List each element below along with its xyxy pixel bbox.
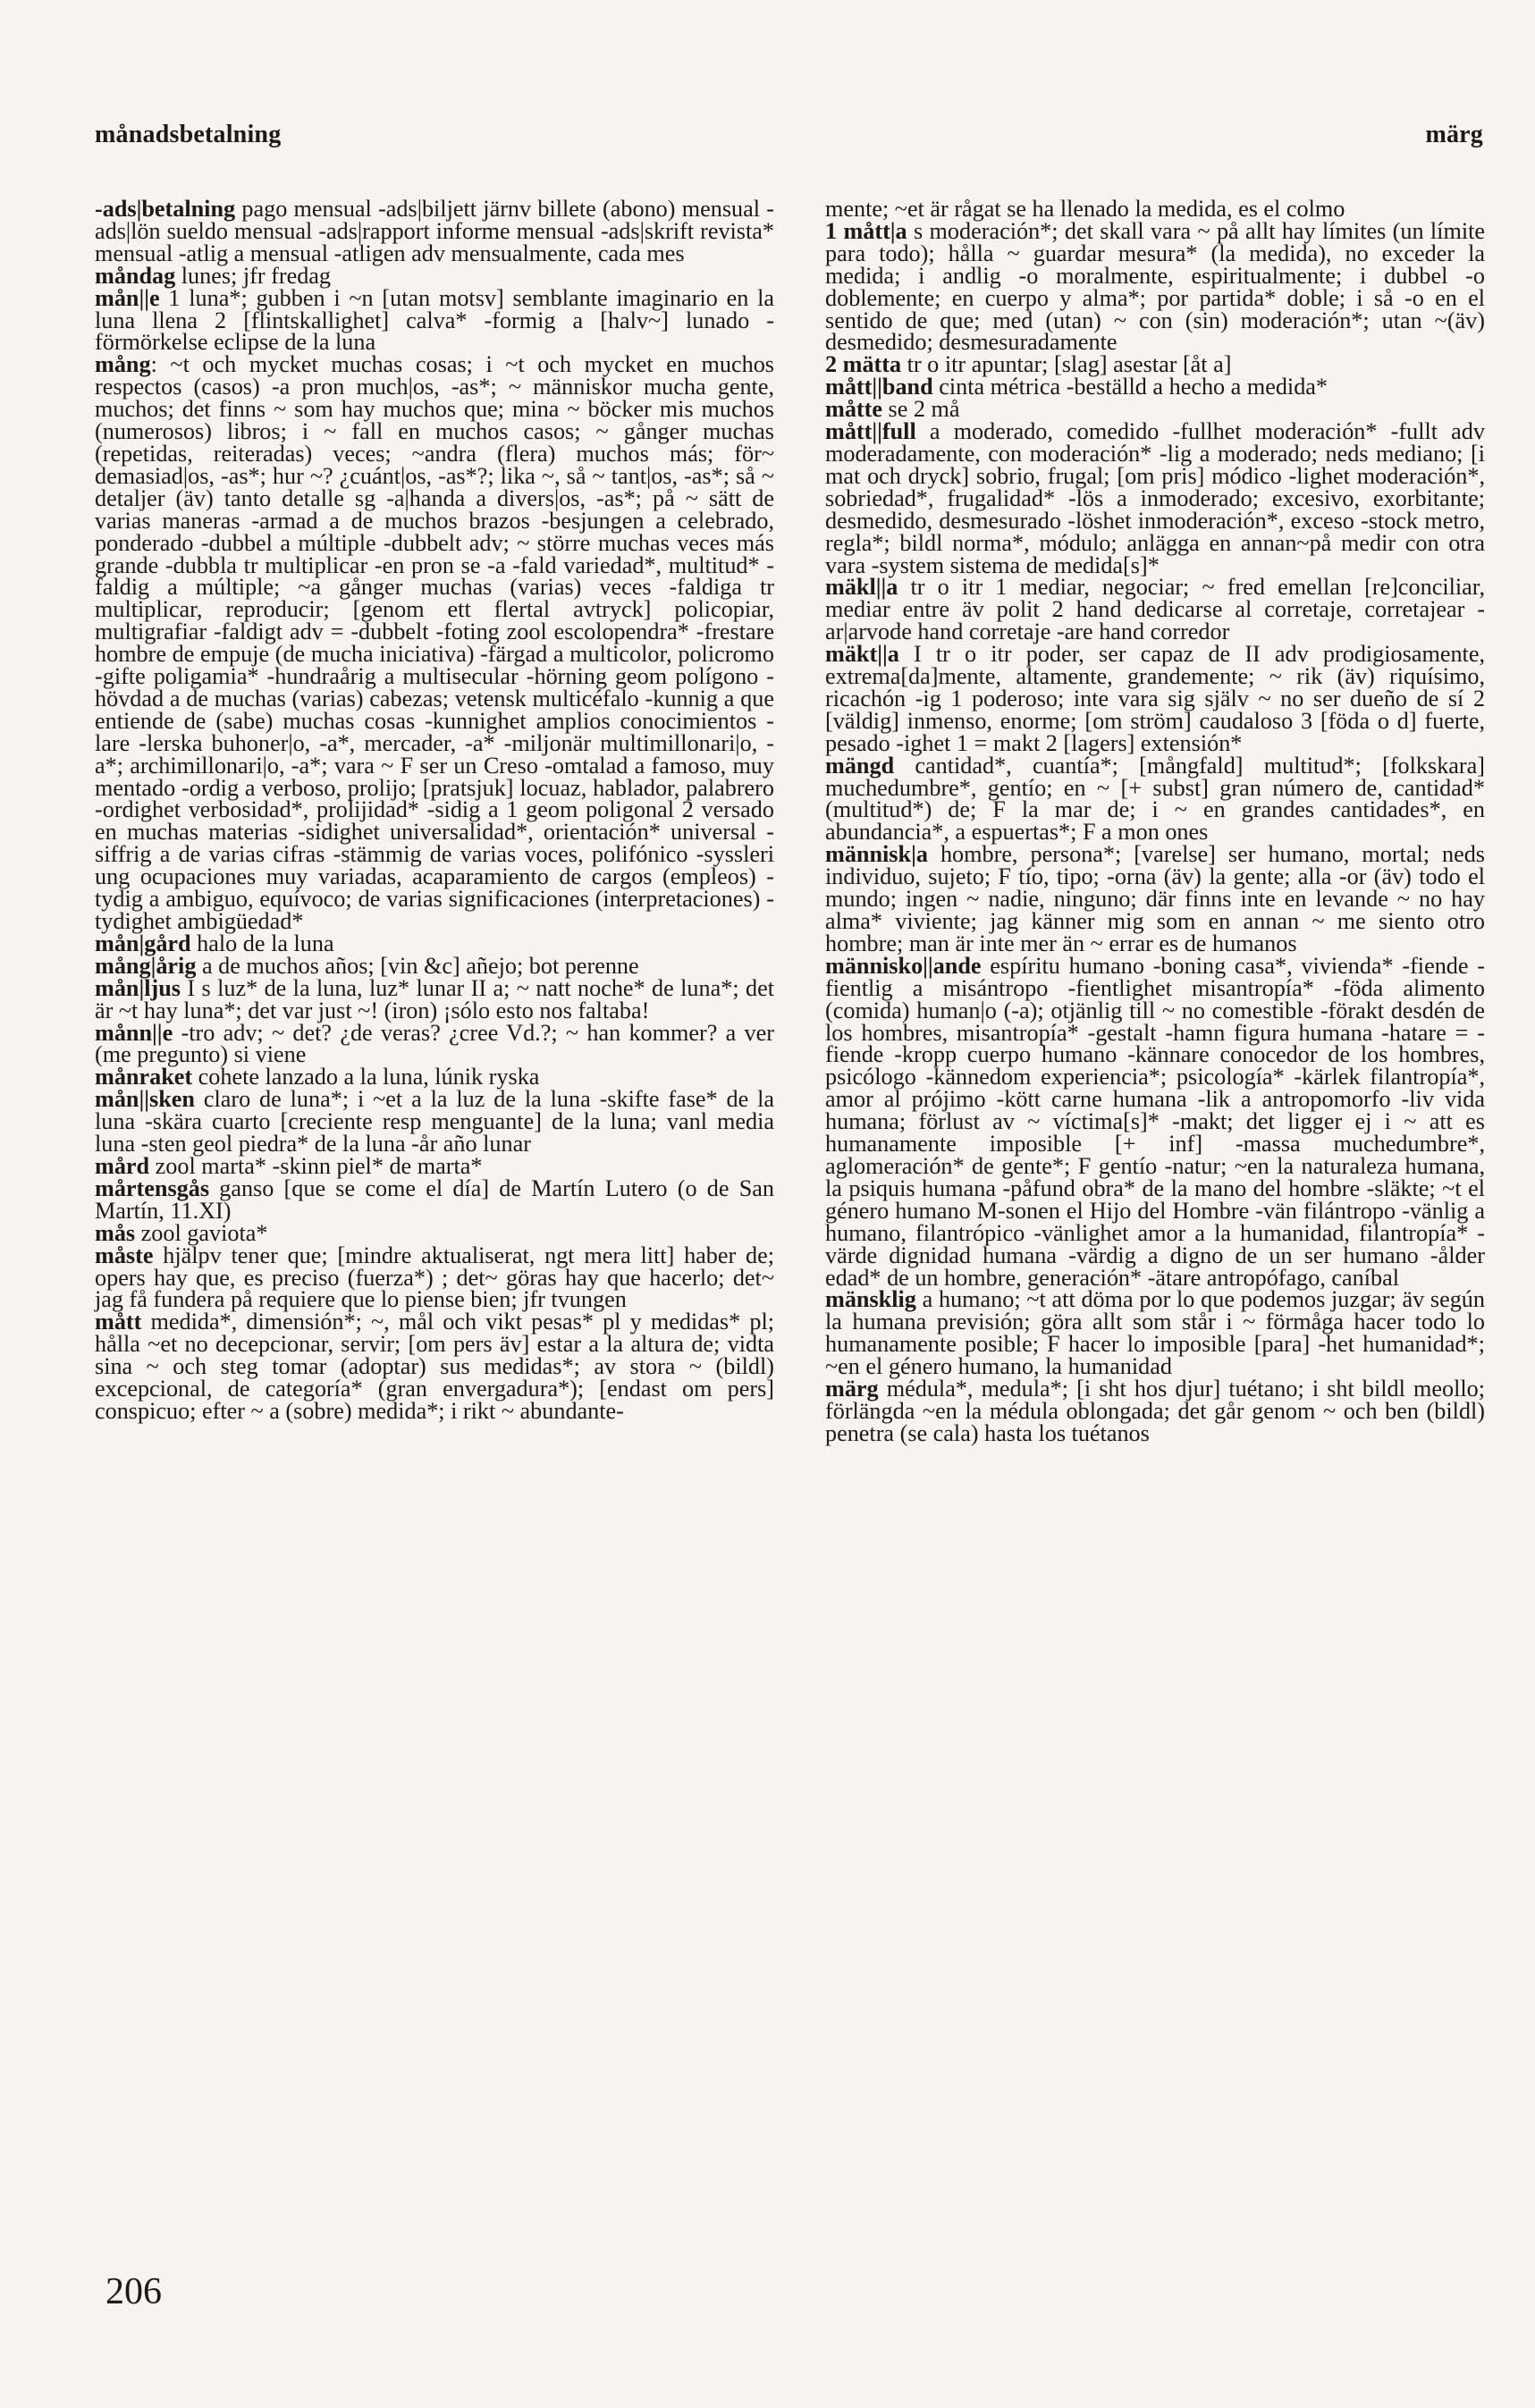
dictionary-entry [825, 217, 1485, 356]
headword: mått||full [825, 418, 916, 445]
dictionary-entry [95, 351, 774, 934]
dictionary-entry [825, 641, 1485, 756]
entry-definition: cohete lanzado a la luna, lúnik ryska [192, 1064, 540, 1090]
headword: månraket [95, 1064, 193, 1090]
entry-definition: tr o itr apuntar; [slag] asestar [åt a] [901, 351, 1232, 378]
headword: mån||sken [95, 1086, 195, 1113]
entry-definition: tr o itr 1 mediar, negociar; ~ fred emellan [re]conciliar, mediar entre äv polit 2 hand dedicarse al corretaje, corretajear -ar|arvode hand corretaje -are hand corredor [825, 574, 1485, 645]
dictionary-entry [95, 284, 774, 356]
headword: månn||e [95, 1019, 173, 1046]
dictionary-entry [95, 974, 774, 1023]
headword: måtte [825, 396, 882, 423]
entry-definition: claro de luna*; i ~et a la luz de la luna -skifte fase* de la luna -skära cuarto [creciente resp menguante] de la luna; vanl media luna -sten geol piedra* de la luna -år año lunar [95, 1086, 774, 1158]
headword: mäkl||a [825, 574, 898, 601]
dictionary-entry [95, 198, 774, 265]
entry-definition: mente; ~et är rågat se ha llenado la medida, es el colmo [825, 196, 1345, 222]
entry-definition: : ~t och mycket muchas cosas; i ~t och mycket en muchos respectos (casos) -a pron much|os, -as*; ~ människor mucha gente, muchos; det finns ~ som hay muchos que; mina ~ böcker mis muchos (numerosos) libros; i ~ fall en muchos casos; ~ gånger muchas (repetidas, reiteradas) veces; ~andra (flera) muchos más; för~ demasiad|os, -as*; hur ~? ¿cuánt|os, -as*?; lika ~, så ~ tant|os, -as*; så ~ detaljer (äv) tanto detalle sg -a|handa a divers|os, -as*; på ~ sätt de varias maneras -armad a de muchos brazos -besjungen a celebrado, ponderado -dubbel a múltiple -dubbelt adv; ~ större muchas veces más grande -dubbla tr multiplicar -en pron se -a -fald variedad*, multitud* -faldig a múltiple; ~a gånger muchas (varias) veces -faldiga tr multiplicar, reproducir; [genom ett flertal avtryck] policopiar, multigrafiar -faldigt adv = -dubbelt -foting zool escolopendra* -frestare hombre de empuje (de mucha iniciativa) -färgad a multicolor, policromo -gifte poligamia* -hundraårig a multisecular -hörning geom polígono -hövdad a de muchas (varias) cabezas; vetensk multicéfalo -kunnig a que entiende de (sabe) muchas cosas -kunnighet amplios conocimientos -lare -lerska buhoner|o, -a*, mercader, -a* -miljonär multimillonari|o, -a*; archimillonari|o, -a*; vara ~ F ser un Creso -omtalad a famoso, muy mentado -ordig a verboso, prolijo; [pratsjuk] locuaz, hablador, palabrero -ordighet verbosidad*, prolijidad* -sidig a 1 geom poligonal 2 versado en muchas materias -sidighet universalidad*, orientación* universal -siffrig a de varias cifras -stämmig de varias voces, polifónico -syssleri ung ocupaciones muy variadas, acaparamiento de cargos (empleos) -tydig a ambiguo, equívoco; de varias significaciones (interpretaciones) -tydighet ambigüedad* [95, 351, 774, 934]
dictionary-entry [825, 752, 1485, 846]
right-column [825, 198, 1485, 1445]
entry-definition: I tr o itr poder, ser capaz de II adv prodigiosamente, extrema[da]mente, altamente, grandemente; ~ rik (äv) riquísimo, ricachón -ig 1 poderoso; inte vara sig själv ~ no ser dueño de sí 2 [väldig] inmenso, enorme; [om ström] caudaloso 3 [föda o d] fuerte, pesado -ighet 1 = makt 2 [lagers] extensión* [825, 641, 1485, 756]
headword: mårtensgås [95, 1175, 210, 1201]
page-number: 206 [105, 2271, 162, 2312]
dictionary-entry [825, 574, 1485, 645]
entry-definition: ganso [que se come el día] de Martín Lutero (o de San Martín, 11.XI) [95, 1175, 774, 1224]
headword: -ads|betalning [95, 196, 236, 222]
headword: mån|gård [95, 930, 191, 956]
entry-definition: médula*, medula*; [i sht hos djur] tuétano; i sht bildl meollo; förlängda ~en la médula oblongada; det går genom ~ och ben (bildl) penetra (se cala) hasta los tuétanos [825, 1376, 1485, 1446]
dictionary-entry [825, 1378, 1485, 1445]
entry-definition: a humano; ~t att döma por lo que podemos juzgar; äv según la humana previsión; göra allt som står i ~ förmåga hacer todo lo humanamente posible; F hacer lo imposible [para] -het humanidad*; ~en el género humano, la humanidad [825, 1286, 1485, 1380]
dictionary-entry [95, 1311, 774, 1423]
entry-definition: zool marta* -skinn piel* de marta* [149, 1152, 483, 1179]
dictionary-entry [825, 418, 1485, 578]
headword: mång [95, 351, 151, 378]
dictionary-entry [95, 1242, 774, 1313]
headword: mård [95, 1152, 150, 1179]
entry-definition: hombre, persona*; [varelse] ser humano, mortal; neds individuo, sujeto; F tío, tipo; -orna (äv) la gente; alla -or (äv) todo el mundo; ingen ~ nadie, ninguno; där finns inte en levande ~ no hay alma* viviente; jag känner mig som en annan ~ me siento otro hombre; man är inte mer än ~ errar es de humanos [825, 841, 1485, 956]
entry-definition: cantidad*, cuantía*; [mångfald] multitud*; [folkskara] muchedumbre*, gentío; en ~ [+ subst] gran número de, cantidad* (multitud*) de; F la mar de; i ~ en grandes cantidades*, en abundancia*, a espuertas*; F a mon ones [825, 752, 1485, 846]
dictionary-entry [825, 1286, 1485, 1380]
entry-definition: a de muchos años; [vin &c] añejo; bot perenne [196, 952, 639, 979]
left-column [95, 198, 774, 1423]
headword: måndag [95, 262, 176, 289]
entry-definition: espíritu humano -boning casa*, vivienda* -fiende -fientlig a misántropo -fientlighet misantropía* -föda alimento (comida) human|o (-a); otjänlig till ~ no comestible -förakt desdén de los hombres, misantropía* -gestalt -hamn figura humana -hatare = -fiende -kropp cuerpo humano -kännare conocedor de los hombres, psicólogo -kännedom experiencia*; psicología* -kärlek filantropía*, amor al prójimo -kött carne humana -lik a antropomorfo -liv vida humana; förlust av ~ víctima[s]* -makt; det ligger ej i ~ att es humanamente imposible [+ inf] -massa muchedumbre*, aglomeración* de gente*; F gentío -natur; ~en la naturaleza humana, la psiquis humana -påfund obra* de la mano del hombre -släkte; ~t el género humano M-sonen el Hijo del Hombre -vän filántropo -vänlig a humano, filantrópico -vänlighet amor a la humanidad, filantropía* -värde dignidad humana -värdig a digno de un ser humano -ålder edad* de un hombre, generación* -ätare antropófago, caníbal [825, 952, 1485, 1291]
headword: mått [95, 1309, 142, 1335]
entry-definition: hjälpv tener que; [mindre aktualiserat, ngt mera litt] haber de; opers hay que, es preciso (fuerza*) ; det~ göras hay que hacerlo; det~ jag få fundera på requiere que lo piense bien; jfr tvungen [95, 1242, 774, 1313]
headword: mån||e [95, 284, 160, 311]
entry-definition: pago mensual -ads|biljett järnv billete (abono) mensual -ads|lön sueldo mensual -ads|rapport informe mensual -ads|skrift revista* mensual -atlig a mensual -atligen adv mensualmente, cada mes [95, 196, 774, 266]
headword: måste [95, 1242, 154, 1268]
entry-definition: -tro adv; ~ det? ¿de veras? ¿cree Vd.?; ~ han kommer? a ver (me pregunto) si viene [95, 1019, 774, 1068]
dictionary-entry [825, 952, 1485, 1291]
entry-definition: a moderado, comedido -fullhet moderación* -fullt adv moderadamente, con moderación* -lig a moderado; neds mediano; [i mat och dryck] sobrio, frugal; [om pris] módico -lighet moderación*, sobriedad*, frugalidad* -lös a inmoderado; excesivo, exorbitante; desmedido, desmesurado -löshet inmoderación*, exceso -stock metro, regla*; bildl norma*, módulo; anlägga en annan~på medir con otra vara -system sistema de medida[s]* [825, 418, 1485, 578]
guide-word-left: månadsbetalning [95, 121, 282, 148]
entry-definition: cinta métrica -beställd a hecho a medida* [932, 374, 1328, 400]
entry-definition: s moderación*; det skall vara ~ på allt hay límites (un límite para todo); hålla ~ guardar mesura* (la medida), no exceder la medida; i andlig -o moralmente, espiritualmente; i dubbel -o doblemente; en cuerpo y alma*; por partida* doble; i så -o en el sentido de que; med (utan) ~ con (sin) moderación*; utan ~(äv) desmedido; desmesuradamente [825, 217, 1485, 356]
headword: mått||band [825, 374, 933, 400]
headword: mäkt||a [825, 641, 899, 668]
headword: människ|a [825, 841, 928, 868]
dictionary-entry [95, 1175, 774, 1224]
headword: 1 mått|a [825, 217, 907, 244]
headword: mång|årig [95, 952, 197, 979]
headword: mån|ljus [95, 974, 181, 1001]
headword: människo||ande [825, 952, 982, 979]
entry-definition: medida*, dimensión*; ~, mål och vikt pesas* pl y medidas* pl; hålla ~et no decepcionar, servir; [om pers äv] estar a la altura de; vidta sina ~ och steg tomar (adoptar) sus medidas*; av stora ~ (bildl) excepcional, de categoría* (gran envergadura*); [endast om pers] conspicuo; efter ~ a (sobre) medida*; i rikt ~ abundante- [95, 1309, 774, 1424]
entry-definition: se 2 må [881, 396, 960, 423]
entry-definition: halo de la luna [190, 930, 334, 956]
dictionary-entry [825, 841, 1485, 956]
dictionary-entry [95, 1019, 774, 1068]
headword: märg [825, 1376, 879, 1402]
entry-definition: 1 luna*; gubben i ~n [utan motsv] semblante imaginario en la luna llena 2 [flintskallighet] calva* -formig a [halv~] lunado -förmörkelse eclipse de la luna [95, 284, 774, 356]
entry-definition: lunes; jfr fredag [175, 262, 332, 289]
headword: 2 mätta [825, 351, 902, 378]
entry-definition: zool gaviota* [135, 1219, 268, 1246]
headword: mängd [825, 752, 895, 779]
dictionary-entry [95, 1086, 774, 1158]
entry-definition: I s luz* de la luna, luz* lunar II a; ~ natt noche* de luna*; det är ~t hay luna*; det var just ~! (iron) ¡sólo esto nos faltaba! [95, 974, 774, 1023]
guide-word-right: märg [1425, 121, 1483, 148]
headword: mås [95, 1219, 136, 1246]
headword: mänsklig [825, 1286, 916, 1313]
